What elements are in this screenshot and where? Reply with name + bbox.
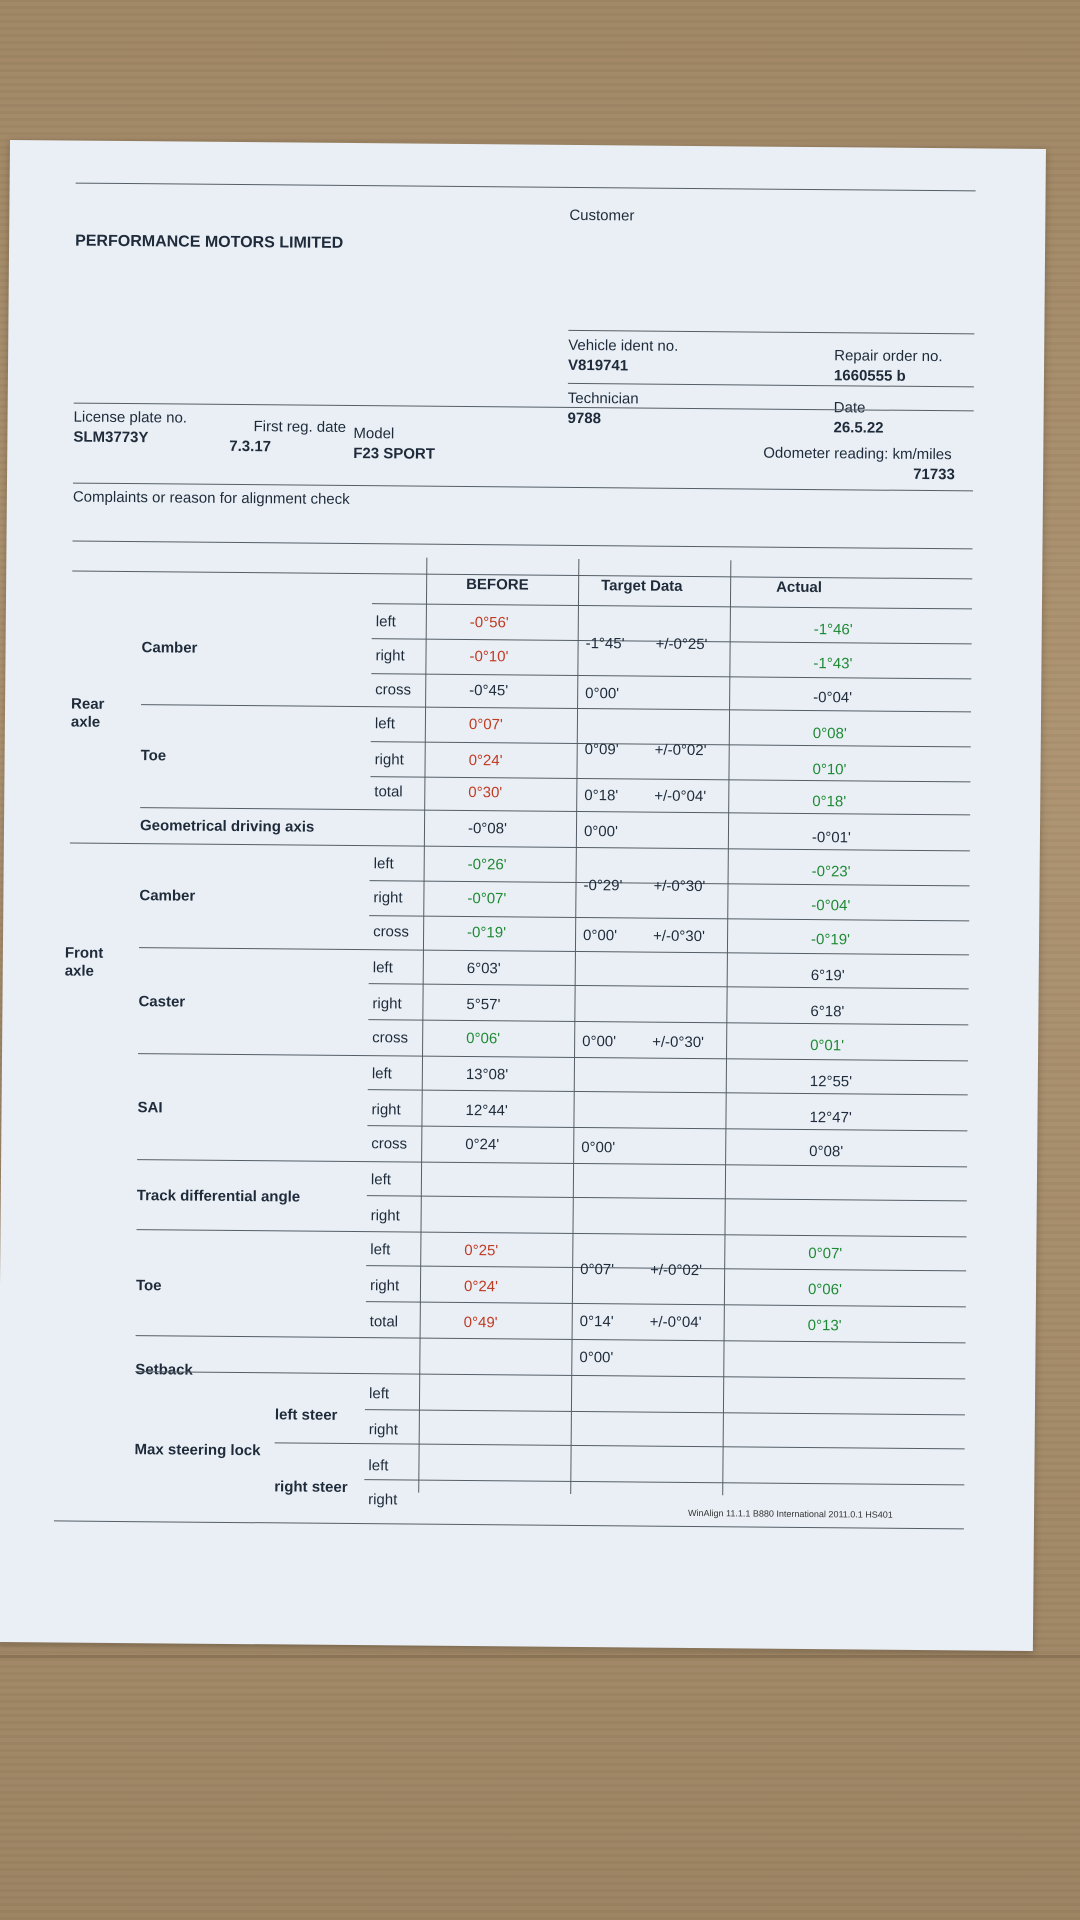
side-total: total: [369, 1313, 399, 1331]
front-sai-label: SAI: [137, 1099, 163, 1117]
complaints-label: Complaints or reason for alignment check: [72, 488, 350, 508]
front-sai-cross-before: 0°24': [465, 1136, 500, 1154]
front-axle-label: Front axle: [64, 944, 104, 980]
col-header-actual: Actual: [776, 578, 823, 597]
repair-order-label: Repair order no.: [834, 347, 943, 366]
first-reg-label: First reg. date: [253, 418, 347, 436]
side-right: right: [371, 1101, 401, 1119]
license-label: License plate no.: [73, 408, 188, 427]
side-left: left: [371, 1065, 392, 1083]
rear-camber-right-before: -0°10': [469, 648, 509, 666]
technician-rule: [568, 383, 974, 388]
row-rule: [136, 1229, 966, 1237]
rear-toe-total-actual: 0°18': [812, 793, 847, 811]
front-toe-left-before: 0°25': [464, 1242, 499, 1260]
vehicle-ident-value: V819741: [567, 356, 629, 375]
table-col-divider-actual: [722, 560, 731, 1495]
side-left: left: [375, 613, 396, 631]
side-right: right: [368, 1421, 399, 1439]
rear-toe-label: Toe: [140, 747, 167, 765]
front-toe-left-actual: 0°07': [808, 1245, 843, 1263]
rear-camber-cross-actual: -0°04': [813, 689, 853, 707]
rear-gda-target: 0°00': [583, 823, 618, 841]
header-rule: [76, 183, 976, 192]
row-rule: [365, 1409, 965, 1415]
front-camber-cross-tolerance: +/-0°30': [653, 927, 705, 946]
front-toe-total-actual: 0°13': [807, 1317, 842, 1335]
front-camber-right-actual: -0°04': [811, 897, 851, 915]
front-caster-cross-target: 0°00': [582, 1033, 617, 1051]
side-left: left: [368, 1457, 389, 1475]
row-rule: [368, 1019, 968, 1025]
date-value: 26.5.22: [833, 419, 884, 437]
rear-toe-total-tolerance: +/-0°04': [654, 787, 707, 806]
row-rule: [368, 1089, 968, 1095]
side-left: left: [374, 715, 396, 733]
side-right: right: [374, 751, 404, 769]
front-camber-left-before: -0°26': [467, 856, 507, 874]
rear-toe-target: 0°09': [584, 741, 619, 759]
front-sai-cross-target: 0°00': [581, 1139, 616, 1157]
row-rule: [372, 603, 972, 609]
model-label: Model: [353, 425, 395, 443]
front-toe-target: 0°07': [580, 1261, 615, 1279]
model-value: F23 SPORT: [353, 445, 436, 463]
alignment-report-sheet: [0, 140, 1046, 1651]
table-col-divider-before: [418, 558, 427, 1493]
rear-gda-before: -0°08': [467, 820, 507, 838]
right-steer-label: right steer: [274, 1478, 348, 1496]
front-sai-cross-actual: 0°08': [809, 1143, 844, 1161]
front-caster-label: Caster: [138, 993, 186, 1011]
rear-camber-target: -1°45': [585, 635, 625, 653]
front-toe-total-target: 0°14': [579, 1313, 614, 1331]
rear-toe-total-before: 0°30': [468, 784, 503, 802]
vehicle-rule: [568, 330, 974, 335]
repair-order-value: 1660555 b: [833, 367, 906, 385]
front-sai-right-actual: 12°47': [809, 1109, 852, 1127]
front-toe-total-tolerance: +/-0°04': [649, 1313, 702, 1332]
rear-toe-total-target: 0°18': [584, 787, 619, 805]
front-caster-cross-tolerance: +/-0°30': [652, 1033, 705, 1052]
row-rule: [369, 983, 969, 989]
row-rule: [364, 1479, 964, 1485]
rear-camber-left-actual: -1°46': [813, 621, 853, 639]
side-total: total: [374, 783, 403, 801]
rear-toe-right-actual: 0°10': [812, 761, 847, 779]
front-toe-right-before: 0°24': [463, 1278, 498, 1296]
software-footer: WinAlign 11.1.1 B880 International 2011.0.1 HS401: [688, 1507, 893, 1520]
vehicle-ident-label: Vehicle ident no.: [568, 336, 679, 355]
row-rule: [275, 1442, 965, 1449]
cardboard-crease: [0, 1655, 1080, 1658]
rear-toe-left-before: 0°07': [468, 716, 503, 734]
side-cross: cross: [371, 1135, 408, 1153]
left-steer-label: left steer: [274, 1406, 338, 1424]
front-toe-right-actual: 0°06': [807, 1281, 842, 1299]
complaints-bottom-rule: [72, 541, 972, 550]
side-right: right: [370, 1207, 400, 1225]
odometer-label: Odometer reading: km/miles: [763, 444, 952, 464]
max-steering-lock-label: Max steering lock: [134, 1441, 261, 1460]
side-left: left: [373, 855, 394, 873]
col-header-target: Target Data: [601, 577, 683, 595]
rear-camber-label: Camber: [141, 639, 198, 657]
customer-label: Customer: [569, 206, 635, 225]
rear-toe-tolerance: +/-0°02': [654, 741, 707, 760]
side-right: right: [369, 1277, 400, 1295]
row-rule: [371, 673, 971, 679]
side-right: right: [375, 647, 405, 665]
front-caster-right-actual: 6°18': [810, 1003, 845, 1021]
row-rule: [370, 776, 970, 782]
side-right: right: [372, 995, 402, 1013]
front-sai-left-actual: 12°55': [809, 1073, 853, 1091]
company-name: PERFORMANCE MOTORS LIMITED: [75, 232, 344, 252]
row-rule: [135, 1371, 965, 1379]
front-caster-left-before: 6°03': [466, 960, 501, 978]
odometer-value: 71733: [913, 465, 955, 484]
front-camber-cross-actual: -0°19': [810, 931, 851, 949]
technician-value: 9788: [567, 409, 602, 428]
rear-camber-cross-target: 0°00': [585, 685, 620, 703]
side-cross: cross: [372, 1029, 409, 1047]
rear-gda-label: Geometrical driving axis: [139, 817, 315, 836]
side-left: left: [372, 959, 393, 977]
front-camber-label: Camber: [139, 887, 196, 905]
front-camber-target: -0°29': [583, 877, 623, 895]
front-caster-right-before: 5°57': [466, 996, 501, 1014]
date-label: Date: [833, 399, 866, 417]
side-left: left: [370, 1171, 392, 1189]
front-sai-right-before: 12°44': [465, 1102, 508, 1120]
front-caster-cross-before: 0°06': [466, 1030, 501, 1048]
front-toe-tolerance: +/-0°02': [650, 1261, 703, 1280]
rear-axle-label: Rear axle: [70, 695, 105, 731]
rear-camber-left-before: -0°56': [469, 614, 509, 632]
col-header-before: BEFORE: [466, 575, 529, 594]
front-caster-left-actual: 6°19': [810, 967, 845, 985]
side-left: left: [370, 1241, 391, 1259]
front-toe-total-before: 0°49': [463, 1314, 498, 1332]
front-camber-right-before: -0°07': [467, 890, 507, 908]
table-col-divider-target: [570, 559, 579, 1494]
rear-gda-actual: -0°01': [811, 829, 851, 847]
rear-toe-right-before: 0°24': [468, 752, 503, 770]
row-rule: [367, 1125, 967, 1131]
row-rule: [369, 915, 969, 921]
front-toe-label: Toe: [135, 1277, 162, 1295]
rear-camber-tolerance: +/-0°25': [655, 635, 708, 654]
front-setback-target: 0°00': [579, 1349, 614, 1367]
rear-toe-left-actual: 0°08': [812, 725, 847, 743]
front-sai-left-before: 13°08': [465, 1066, 509, 1084]
front-setback-label: Setback: [135, 1361, 193, 1379]
rear-camber-cross-before: -0°45': [469, 682, 509, 700]
row-rule: [366, 1301, 966, 1307]
front-camber-left-actual: -0°23': [811, 863, 851, 881]
rear-camber-right-actual: -1°43': [813, 655, 853, 673]
side-right: right: [373, 889, 403, 907]
technician-label: Technician: [567, 389, 639, 408]
license-value: SLM3773Y: [73, 428, 149, 447]
row-rule: [136, 1335, 966, 1343]
front-caster-cross-actual: 0°01': [810, 1037, 845, 1055]
front-camber-tolerance: +/-0°30': [653, 877, 706, 896]
row-rule: [367, 1195, 967, 1201]
side-cross: cross: [373, 923, 410, 941]
front-tda-label: Track differential angle: [136, 1187, 301, 1206]
side-left: left: [368, 1385, 390, 1403]
front-camber-cross-target: 0°00': [583, 927, 618, 945]
front-camber-cross-before: -0°19': [467, 924, 507, 942]
first-reg-value: 7.3.17: [229, 437, 272, 456]
side-right: right: [368, 1491, 398, 1509]
side-cross: cross: [375, 681, 412, 699]
